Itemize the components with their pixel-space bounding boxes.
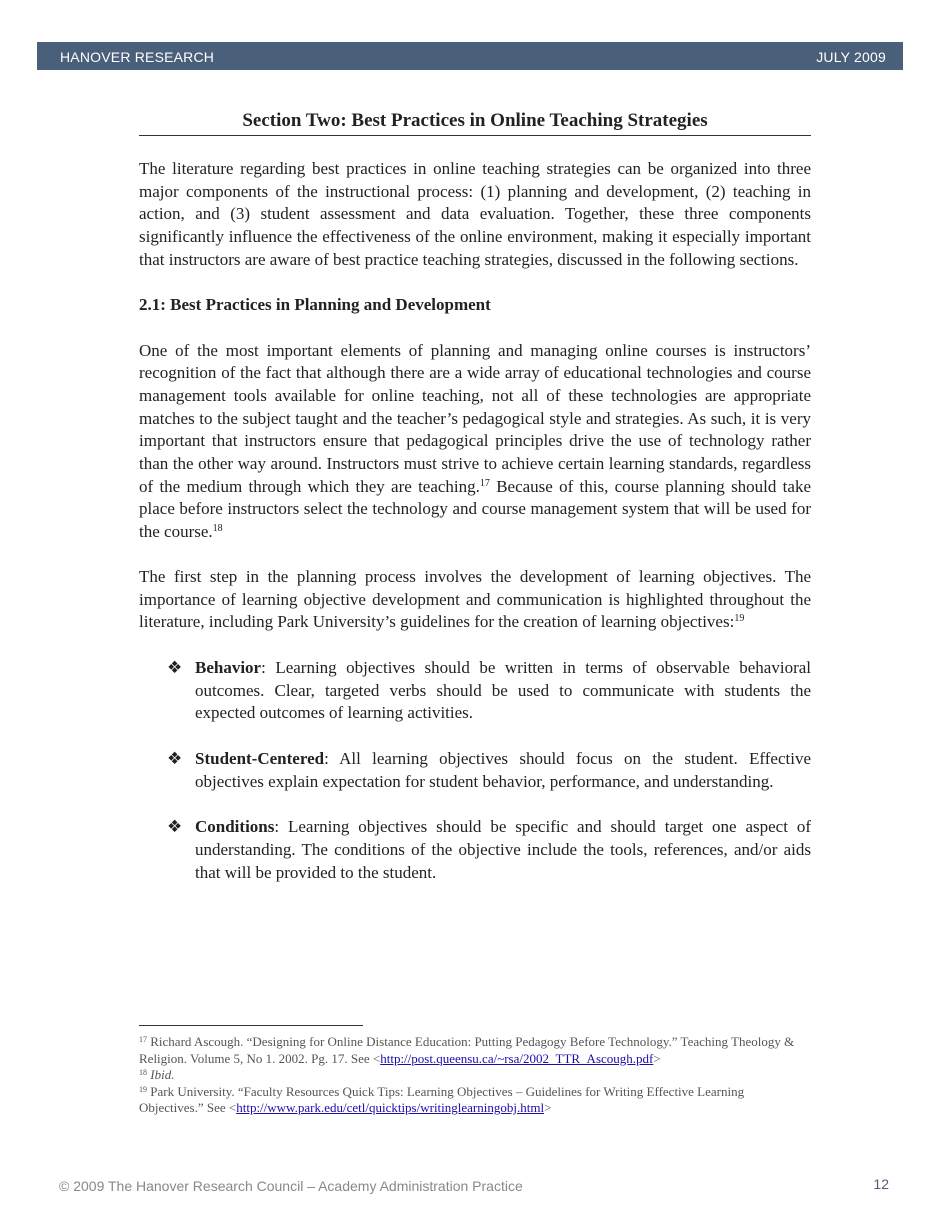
bullet-text: : Learning objectives should be written in terms of observable behavioral outcomes. Clear, targeted verbs should be used to communicate with students the expected outcomes of learning activities.: [195, 657, 811, 723]
footnote-19: $^{19}$ Park University. “Faculty Resources Quick Tips: Learning Objectives – Guidelines for Writing Effective Learning Objectives.” See <http://www.park.edu/cetl/quicktips/writinglearningobj.html>: [139, 1083, 745, 1115]
bullet-term: Conditions: [195, 817, 275, 837]
objectives-paragraph: The first step in the planning process involves the development of learning objectives. The importance of learning objective development and communication is highlighted throughout the literature, including Park University’s guidelines for the creation of learning objectives:$^{19}$: [139, 566, 811, 632]
footer-copyright: © 2009 The Hanover Research Council – Academy Administration Practice: [59, 1178, 523, 1194]
bullet-term: Student-Centered: [195, 749, 325, 769]
header-bar: [37, 42, 903, 70]
subheading: 2.1: Best Practices in Planning and Development: [139, 294, 491, 314]
footnotes: [139, 1025, 811, 1117]
planning-paragraph: One of the most important elements of planning and managing online courses is instructors’ recognition of the fact that although there are a wide array of educational technologies and course management tools available for online teaching, not all of these technologies are appropriate matches to the subject taught and the teacher’s pedagogical style and strategies. As such, it is very important that instructors ensure that pedagogical principles drive the use of technology rather than the other way around. Instructors must strive to achieve certain learning standards, regardless of the medium through which they are teaching.$^{17}$ Because of this, course planning should take place before instructors select the technology and course management system that will be used for the course.$^{18}$: [139, 340, 811, 542]
header-org: HANOVER RESEARCH: [60, 49, 215, 65]
bullet-term: Behavior: [195, 657, 262, 677]
footnote-divider: [139, 1025, 363, 1026]
footnote-17: $^{17}$ Richard Ascough. “Designing for Online Distance Education: Putting Pedagogy Before Technology.” Teaching Theology & Religion. Volume 5, No 1. 2002. Pg. 17. See <http://post.queensu.ca/~rsa/2002_TTR_Ascough.pdf>: [139, 1034, 795, 1066]
footnote-19-link[interactable]: http://www.park.edu/cetl/quicktips/writinglearningobj.html: [236, 1100, 545, 1115]
footnote-ref-17[interactable]: 17: [479, 477, 490, 489]
bullet-text: : All learning objectives should focus on the student. Effective objectives explain expectation for student behavior, performance, and understanding.: [195, 749, 811, 791]
objective-list: [139, 657, 811, 885]
diamond-bullet-icon: ❖: [167, 657, 183, 678]
list-item-student-centered: [139, 748, 811, 793]
footnote-ref-19[interactable]: 19: [734, 613, 745, 625]
intro-paragraph: The literature regarding best practices in online teaching strategies can be organized into three major components of the instructional process: (1) planning and development, (2) teaching in action, and (3) student assessment and data evaluation. Together, these three components significantly influence the effectiveness of the online environment, making it especially important that instructors are aware of best practice teaching strategies, discussed in the following sections.: [139, 159, 811, 269]
footnote-17-link[interactable]: http://post.queensu.ca/~rsa/2002_TTR_Ascough.pdf: [380, 1050, 654, 1066]
main-content: [139, 110, 811, 885]
diamond-bullet-icon: ❖: [167, 749, 183, 770]
page-footer: [59, 1178, 889, 1194]
diamond-bullet-icon: ❖: [167, 817, 183, 838]
footnote-ref-18[interactable]: 18: [212, 523, 223, 535]
footnote-18: $^{18}$ Ibid.: [139, 1067, 175, 1082]
section-title: Section Two: Best Practices in Online Teaching Strategies: [139, 110, 811, 136]
list-item-behavior: [139, 657, 811, 725]
bullet-text: : Learning objectives should be specific and should target one aspect of understanding. The conditions of the objective include the tools, references, and/or aids that will be provided to the student.: [195, 817, 811, 882]
header-date: JULY 2009: [816, 49, 886, 65]
list-item-conditions: [139, 816, 811, 884]
page-number: 12: [873, 1176, 889, 1192]
